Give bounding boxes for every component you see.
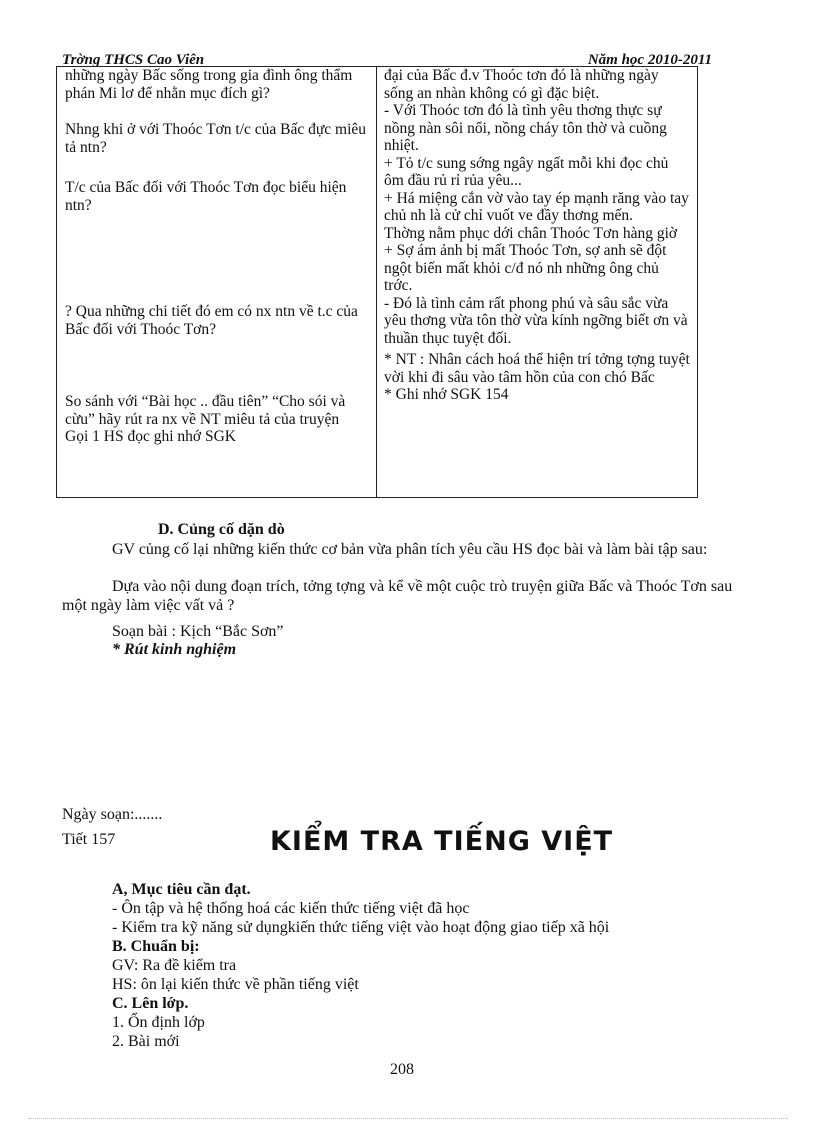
table-right-row: + Sợ ám ảnh bị mất Thoóc Tơn, sợ anh sẽ đột ngột biến mất khỏi c/đ nó nh những ông chủ trớc.	[384, 242, 667, 294]
table-left-row: những ngày Bấc sống trong gia đình ông thẩm phán Mi lơ để nhằn mục đích gì?	[65, 67, 353, 102]
soan-bai-note: Soạn bài : Kịch “Bắc Sơn”	[112, 623, 284, 640]
section-a-item: - Ôn tập và hệ thống hoá các kiến thức tiếng việt đã học	[112, 900, 470, 917]
tiet-number: Tiết 157	[62, 831, 116, 848]
header-year: Năm học 2010-2011	[587, 52, 712, 68]
header-school: Trờng THCS Cao Viên	[62, 52, 205, 68]
section-d-paragraph-2: Dựa vào nội dung đoạn trích, tởng tợng và kể về một cuộc trò truyện giữa Bấc và Thoóc Tơn sau một ngày làm việc vất vả ?	[62, 578, 733, 614]
table-right-row: * Ghi nhớ SGK 154	[384, 386, 509, 403]
section-c-item: 1. Ổn định lớp	[112, 1014, 205, 1031]
section-b-heading: B. Chuẩn bị:	[112, 938, 200, 955]
section-b-item: GV: Ra đề kiểm tra	[112, 957, 237, 974]
table-right-row: + Tỏ t/c sung sớng ngây ngất mỗi khi đọc chủ ôm đầu rủ rỉ rủa yêu...	[384, 154, 669, 189]
section-d-heading: D. Củng cố dặn dò	[158, 521, 285, 538]
table-right-row: Thờng nằm phục dới chân Thoóc Tơn hàng giờ	[384, 224, 678, 242]
section-d-paragraph-1: GV củng cố lại những kiến thức cơ bản vừa phân tích yêu cầu HS đọc bài và làm bài tập sau:	[112, 541, 708, 558]
section-b-item: HS: ôn lại kiến thức về phần tiếng việt	[112, 976, 359, 993]
table-left-column	[65, 67, 367, 446]
page-bottom-divider	[28, 1118, 788, 1119]
table-right-row: + Há miệng cắn vờ vào tay ép mạnh răng vào tay chủ nh là cử chỉ vuốt ve đầy thơng mến.	[384, 189, 689, 224]
section-a-item: - Kiểm tra kỹ năng sử dụngkiến thức tiếng việt vào hoạt động giao tiếp xã hội	[112, 919, 610, 936]
section-c-heading: C. Lên lớp.	[112, 995, 189, 1012]
table-right-row: * NT : Nhân cách hoá thể hiện trí tởng tợng tuyệt vời khi đi sâu vào tâm hồn của con chó Bấc	[384, 351, 690, 386]
ngay-soan: Ngày soạn:.......	[62, 806, 163, 823]
table-left-row: ? Qua những chi tiết đó em có nx ntn về t.c của Bấc đối với Thoóc Tơn?	[65, 303, 358, 338]
table-left-row: T/c của Bấc đối với Thoóc Tơn đọc biểu hiện ntn?	[65, 179, 347, 214]
table-right-row: - Đó là tình cảm rất phong phú và sâu sắc vừa yêu thơng vừa tôn thờ vừa kính ngỡng biết ơn và thuần thục tuyệt đối.	[384, 294, 688, 347]
table-left-row: So sánh với “Bài học .. đầu tiên” “Cho sói và cừu” hãy rút ra nx về NT miêu tả của truyện	[65, 393, 346, 428]
rut-kinh-nghiem-heading: * Rút kinh nghiệm	[112, 641, 237, 658]
table-right-row: - Với Thoóc tơn đó là tình yêu thơng thực sự nồng nàn sôi nổi, nồng cháy tôn thờ và cuồng nhiệt.	[384, 102, 667, 154]
table-right-column	[384, 67, 690, 404]
page-title: KIỂM TRA TIẾNG VIỆT	[270, 826, 614, 857]
table-right-row: đại của Bấc đ.v Thoóc tơn đó là những ngày sống an nhàn không có gì đặc biệt.	[384, 67, 659, 102]
section-c-item: 2. Bài mới	[112, 1033, 180, 1050]
lesson-table	[56, 66, 698, 498]
page-number: 208	[390, 1061, 414, 1078]
table-left-row: Nhng khi ở với Thoóc Tơn t/c của Bấc đực miêu tả ntn?	[65, 121, 367, 156]
table-divider	[376, 67, 377, 497]
section-a-heading: A, Mục tiêu cần đạt.	[112, 881, 251, 898]
lesson-outline	[112, 880, 732, 1051]
table-left-row: Gọi 1 HS đọc ghi nhớ SGK	[65, 428, 236, 445]
